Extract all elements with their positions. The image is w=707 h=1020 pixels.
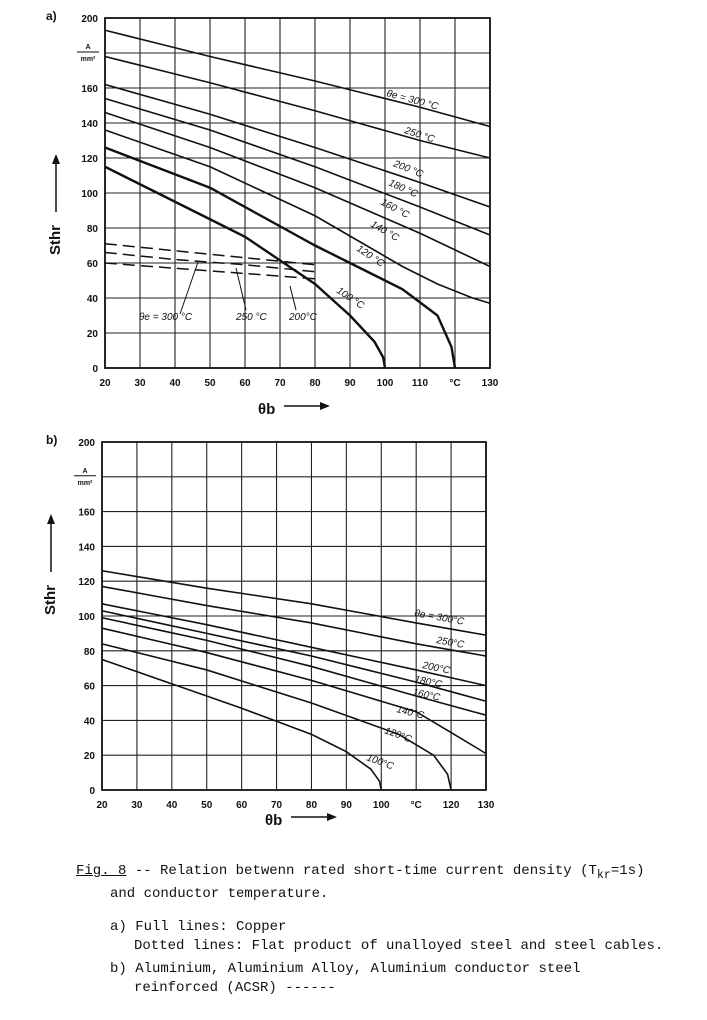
y-unit-top: A [85, 44, 91, 51]
y-axis-label: Sthr [42, 585, 59, 615]
x-tick-label: 60 [236, 800, 248, 811]
y-tick-label: 40 [83, 716, 95, 728]
y-unit-top: A [82, 467, 88, 475]
x-tick-label: 70 [274, 378, 286, 389]
series-label: 250 °C [403, 125, 436, 146]
chart-b [0, 430, 707, 860]
y-axis-arrow-head [47, 514, 55, 524]
x-tick-label: 90 [340, 800, 352, 811]
caption-subscript: kr [596, 867, 611, 882]
caption-a-line-2: Dotted lines: Flat product of unalloyed steel and steel cables. [134, 937, 664, 954]
series-label: 200 °C [391, 158, 425, 181]
y-tick-label: 20 [83, 751, 95, 763]
y-unit-bottom: mm² [77, 479, 93, 487]
y-tick-label: 100 [78, 612, 95, 623]
y-tick-label: 140 [78, 542, 95, 554]
y-axis-arrow-head [52, 154, 60, 164]
x-tick-label: 40 [169, 378, 181, 389]
series-label: θe = 300°C [413, 608, 465, 628]
series-label: 200°C [421, 660, 451, 677]
figure-caption [76, 862, 701, 998]
x-tick-label: 30 [131, 800, 143, 811]
series-line-1 [105, 30, 490, 126]
y-tick-label: 120 [81, 154, 98, 165]
caption-line-2: and conductor temperature. [110, 885, 329, 902]
series-line-4 [105, 99, 490, 236]
x-tick-label: 100 [376, 378, 394, 389]
x-tick-label: °C [410, 800, 422, 811]
y-tick-label: 60 [83, 681, 95, 693]
x-tick-label: 70 [270, 800, 283, 811]
caption-b-line-1: b) Aluminium, Aluminium Alloy, Aluminium conductor steel [110, 960, 581, 977]
x-tick-label: 130 [481, 378, 499, 389]
series-label: 140 °C [368, 219, 401, 244]
series-label: 140°C [395, 704, 426, 722]
figure-number: Fig. 8 [76, 863, 127, 879]
y-tick-label: 200 [81, 14, 98, 25]
panel-label: a) [46, 9, 57, 23]
x-axis-arrow-head [327, 813, 337, 821]
x-tick-label: 100 [372, 800, 390, 811]
series-label: 200°C [289, 312, 317, 323]
caption-b-line-2: reinforced (ACSR) ------ [134, 979, 336, 996]
x-tick-label: 110 [411, 378, 429, 389]
x-tick-label: 80 [305, 800, 318, 811]
x-axis-label: θb [258, 401, 276, 418]
label-leader [180, 262, 198, 314]
y-unit-bottom: mm² [80, 56, 96, 63]
y-tick-label: 40 [86, 294, 98, 305]
caption-title-end: =1s) [610, 863, 645, 879]
x-tick-label: 130 [477, 800, 495, 811]
series-label: 100°C [364, 752, 395, 773]
y-tick-label: 160 [81, 84, 98, 95]
panel-label: b) [46, 433, 58, 447]
caption-line-1 [76, 862, 701, 885]
series-label: 160 °C [378, 196, 411, 222]
series-label: 120°C [382, 725, 413, 746]
y-tick-label: 160 [78, 507, 95, 519]
x-axis-label: θb [265, 812, 283, 829]
y-tick-label: 0 [92, 364, 98, 375]
caption-title-start: -- Relation betwenn rated short-time current density (T [126, 863, 597, 879]
y-tick-label: 60 [86, 259, 98, 270]
y-tick-label: 20 [86, 329, 98, 340]
x-axis-arrow-head [320, 402, 330, 410]
y-tick-label: 100 [81, 189, 98, 200]
x-tick-label: 20 [99, 378, 111, 389]
series-label: 180°C [413, 674, 443, 691]
series-line-1 [102, 571, 486, 635]
caption-a-line-1: a) Full lines: Copper [110, 918, 287, 935]
series-label: θe = 300 °C [385, 88, 440, 113]
x-tick-label: 30 [134, 378, 146, 389]
x-tick-label: 90 [344, 378, 356, 389]
y-tick-label: 80 [86, 224, 98, 235]
y-axis-label: Sthr [47, 225, 64, 255]
y-tick-label: 80 [83, 646, 95, 658]
x-tick-label: 80 [309, 378, 321, 389]
series-line-6 [105, 130, 490, 303]
y-tick-label: 0 [89, 786, 95, 797]
series-label: 250 °C [236, 312, 267, 323]
y-tick-label: 200 [78, 438, 95, 449]
x-tick-label: °C [449, 378, 461, 389]
x-tick-label: 60 [239, 378, 251, 389]
x-tick-label: 50 [201, 800, 213, 811]
series-label: 120 °C [354, 243, 386, 270]
y-tick-label: 120 [78, 577, 95, 589]
chart-a [0, 0, 707, 430]
y-tick-label: 140 [81, 119, 98, 130]
series-label: 160°C [411, 687, 441, 704]
x-tick-label: 50 [204, 378, 216, 389]
series-label: 180 °C [386, 177, 420, 201]
x-tick-label: 40 [166, 800, 178, 811]
series-label: θe = 300 °C [139, 312, 193, 323]
series-label: 250°C [435, 635, 465, 651]
series-label: 100 °C [334, 285, 366, 312]
x-tick-label: 20 [96, 800, 108, 811]
x-tick-label: 120 [442, 800, 460, 811]
